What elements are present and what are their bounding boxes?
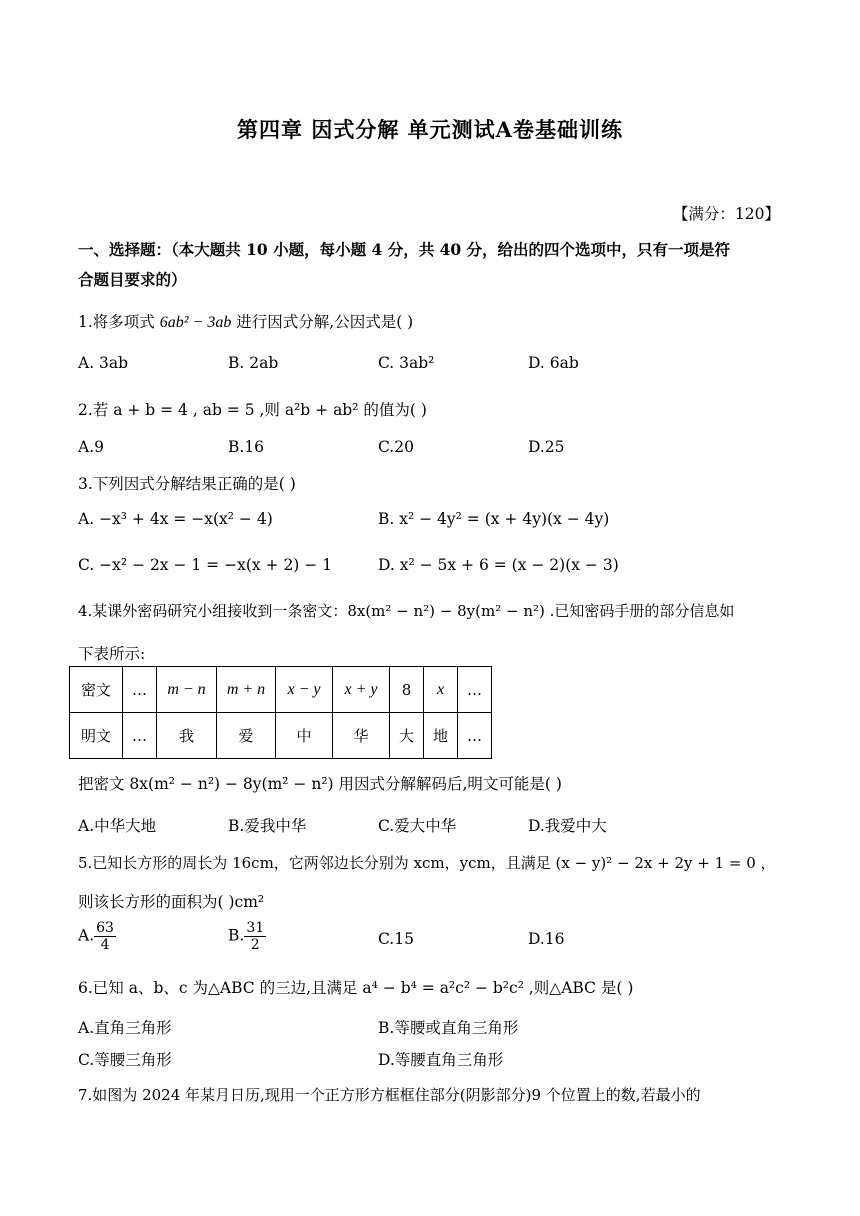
question-4-after-table: 把密文 8x(m² − n²) − 8y(m² − n²) 用因式分解解码后,明文可能是( ) <box>78 775 562 793</box>
question-4-stem-line1: 4.某课外密码研究小组接收到一条密文：8x(m² − n²) − 8y(m² − n²) .已知密码手册的部分信息如 <box>78 602 735 620</box>
option-prefix: B. <box>228 926 245 945</box>
table-cell: 华 <box>333 713 390 759</box>
table-cell: 8 <box>390 667 424 713</box>
question-5-stem-line2: 则该长方形的面积为( )cm² <box>78 893 265 911</box>
table-cell: … <box>458 667 492 713</box>
question-7-stem: 7.如图为 2024 年某月日历,现用一个正方形方框框住部分(阴影部分)9 个位置上的数,若最小的 <box>78 1086 701 1104</box>
question-3-stem: 3.下列因式分解结果正确的是( ) <box>78 475 296 493</box>
question-5-option-c[interactable]: C.15 <box>378 930 414 948</box>
page-title: 第四章 因式分解 单元测试A卷基础训练 <box>237 117 623 142</box>
fraction <box>94 920 116 953</box>
question-6-option-d[interactable]: D.等腰直角三角形 <box>378 1051 504 1069</box>
question-3-option-d[interactable]: D. x² − 5x + 6 = (x − 2)(x − 3) <box>378 556 619 574</box>
section-heading-line1: 一、选择题：（本大题共 10 小题，每小题 4 分，共 40 分，给出的四个选项中，只有一项是符 <box>78 240 731 259</box>
question-6-option-b[interactable]: B.等腰或直角三角形 <box>378 1019 519 1037</box>
question-4-option-d[interactable]: D.我爱中大 <box>528 817 607 835</box>
table-cell: 中 <box>276 713 333 759</box>
table-cell: … <box>123 667 157 713</box>
question-5-option-b[interactable] <box>228 920 266 953</box>
question-4-option-a[interactable]: A.中华大地 <box>78 817 157 835</box>
fraction-numerator: 63 <box>96 920 114 936</box>
question-3-option-b[interactable]: B. x² − 4y² = (x + 4y)(x − 4y) <box>378 510 610 528</box>
question-1-stem-prefix: 1.将多项式 <box>78 313 155 331</box>
table-cell: m − n <box>157 667 217 713</box>
question-2-option-d[interactable]: D.25 <box>528 438 565 456</box>
fraction-denominator: 2 <box>250 937 260 953</box>
table-cell: x + y <box>333 667 390 713</box>
question-2-option-b[interactable]: B.16 <box>228 438 265 456</box>
table-cell: 我 <box>157 713 217 759</box>
option-prefix: A. <box>78 926 95 945</box>
section-heading-line2: 合题目要求的） <box>78 270 187 289</box>
question-3-option-a[interactable]: A. −x³ + 4x = −x(x² − 4) <box>78 510 273 528</box>
question-1-option-b[interactable]: B. 2ab <box>228 354 279 372</box>
question-1-stem-suffix: 进行因式分解,公因式是( ) <box>236 313 414 331</box>
question-4-stem-line2: 下表所示: <box>78 645 146 663</box>
fraction-denominator: 4 <box>100 937 110 953</box>
question-6-option-a[interactable]: A.直角三角形 <box>78 1019 172 1037</box>
question-2-option-a[interactable]: A.9 <box>78 438 104 456</box>
question-6-option-c[interactable]: C.等腰三角形 <box>78 1051 172 1069</box>
cipher-table-row-plaintext <box>70 713 492 759</box>
question-5-option-d[interactable]: D.16 <box>528 930 565 948</box>
question-4-option-b[interactable]: B.爱我中华 <box>228 817 307 835</box>
cipher-table <box>69 666 492 759</box>
table-cell: m + n <box>217 667 276 713</box>
question-3-option-c[interactable]: C. −x² − 2x − 1 = −x(x + 2) − 1 <box>78 556 333 574</box>
table-cell: … <box>458 713 492 759</box>
table-cell: 爱 <box>217 713 276 759</box>
table-cell: 明文 <box>70 713 123 759</box>
table-cell: x − y <box>276 667 333 713</box>
table-cell: 大 <box>390 713 424 759</box>
table-cell: x <box>424 667 458 713</box>
question-2-stem: 2.若 a + b = 4 , ab = 5 ,则 a²b + ab² 的值为( ) <box>78 401 427 419</box>
question-1-stem <box>78 310 413 332</box>
question-1-option-c[interactable]: C. 3ab² <box>378 354 435 372</box>
question-5-option-a[interactable] <box>78 920 116 953</box>
table-cell: 地 <box>424 713 458 759</box>
question-5-stem-line1: 5.已知长方形的周长为 16cm，它两邻边长分别为 xcm，ycm，且满足 (x − y)² − 2x + 2y + 1 = 0 ， <box>78 854 776 872</box>
question-6-stem: 6.已知 a、b、c 为△ABC 的三边,且满足 a⁴ − b⁴ = a²c² − b²c² ,则△ABC 是( ) <box>78 979 634 997</box>
table-cell: 密文 <box>70 667 123 713</box>
question-2-option-c[interactable]: C.20 <box>378 438 414 456</box>
question-1-option-a[interactable]: A. 3ab <box>78 354 129 372</box>
question-4-option-c[interactable]: C.爱大中华 <box>378 817 457 835</box>
question-1-option-d[interactable]: D. 6ab <box>528 354 579 372</box>
question-1-expression: 6ab² − 3ab <box>159 314 232 331</box>
table-cell: … <box>123 713 157 759</box>
full-score-label: 【满分：120】 <box>672 205 780 223</box>
cipher-table-row-ciphertext <box>70 667 492 713</box>
fraction-numerator: 31 <box>246 920 265 936</box>
fraction <box>244 920 266 953</box>
